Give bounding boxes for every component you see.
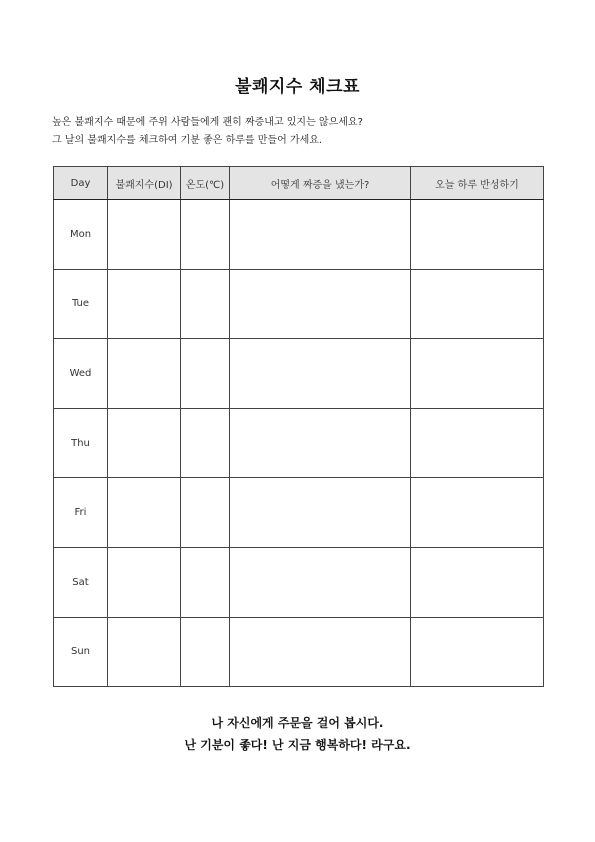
header-discomfort-index: 불쾌지수(DI) [108,167,181,200]
reflection-cell[interactable] [411,478,544,548]
header-reflection: 오늘 하루 반성하기 [411,167,544,200]
day-cell: Mon [54,200,108,270]
discomfort-index-cell[interactable] [108,408,181,478]
table-row [54,200,544,270]
reflection-cell[interactable] [411,200,544,270]
table-row [54,269,544,339]
discomfort-index-cell[interactable] [108,200,181,270]
reflection-cell[interactable] [411,408,544,478]
discomfort-index-cell[interactable] [108,478,181,548]
closing-line-2: 난 기분이 좋다! 난 지금 행복하다! 라구요. [184,738,411,752]
temperature-cell[interactable] [181,408,230,478]
how-annoyed-cell[interactable] [230,339,411,409]
discomfort-index-cell[interactable] [108,617,181,687]
discomfort-index-cell[interactable] [108,547,181,617]
reflection-cell[interactable] [411,269,544,339]
discomfort-index-cell[interactable] [108,339,181,409]
intro-line-2: 그 날의 불쾌지수를 체크하여 기분 좋은 하루를 만들어 가세요. [52,135,323,146]
closing-line-1: 나 자신에게 주문을 걸어 봅시다. [211,716,384,730]
temperature-cell[interactable] [181,478,230,548]
day-cell: Tue [54,269,108,339]
day-cell: Fri [54,478,108,548]
day-cell: Thu [54,408,108,478]
reflection-cell[interactable] [411,547,544,617]
temperature-cell[interactable] [181,339,230,409]
how-annoyed-cell[interactable] [230,408,411,478]
header-temperature: 온도(℃) [181,167,230,200]
day-cell: Sat [54,547,108,617]
reflection-cell[interactable] [411,339,544,409]
day-cell: Sun [54,617,108,687]
intro-text [52,114,552,150]
table-header-row [54,167,544,200]
discomfort-check-table [53,166,544,687]
header-how-annoyed: 어떻게 짜증을 냈는가? [230,167,411,200]
temperature-cell[interactable] [181,200,230,270]
table-row [54,408,544,478]
table-row [54,547,544,617]
temperature-cell[interactable] [181,547,230,617]
page-title: 불쾌지수 체크표 [235,77,360,97]
intro-line-1: 높은 불쾌지수 때문에 주위 사람들에게 괜히 짜증내고 있지는 않으세요? [52,117,363,128]
temperature-cell[interactable] [181,269,230,339]
how-annoyed-cell[interactable] [230,269,411,339]
how-annoyed-cell[interactable] [230,547,411,617]
table-row [54,339,544,409]
temperature-cell[interactable] [181,617,230,687]
how-annoyed-cell[interactable] [230,200,411,270]
table-row [54,617,544,687]
reflection-cell[interactable] [411,617,544,687]
how-annoyed-cell[interactable] [230,478,411,548]
how-annoyed-cell[interactable] [230,617,411,687]
table-row [54,478,544,548]
header-day: Day [54,167,108,200]
closing-message [0,712,595,756]
discomfort-index-cell[interactable] [108,269,181,339]
day-cell: Wed [54,339,108,409]
